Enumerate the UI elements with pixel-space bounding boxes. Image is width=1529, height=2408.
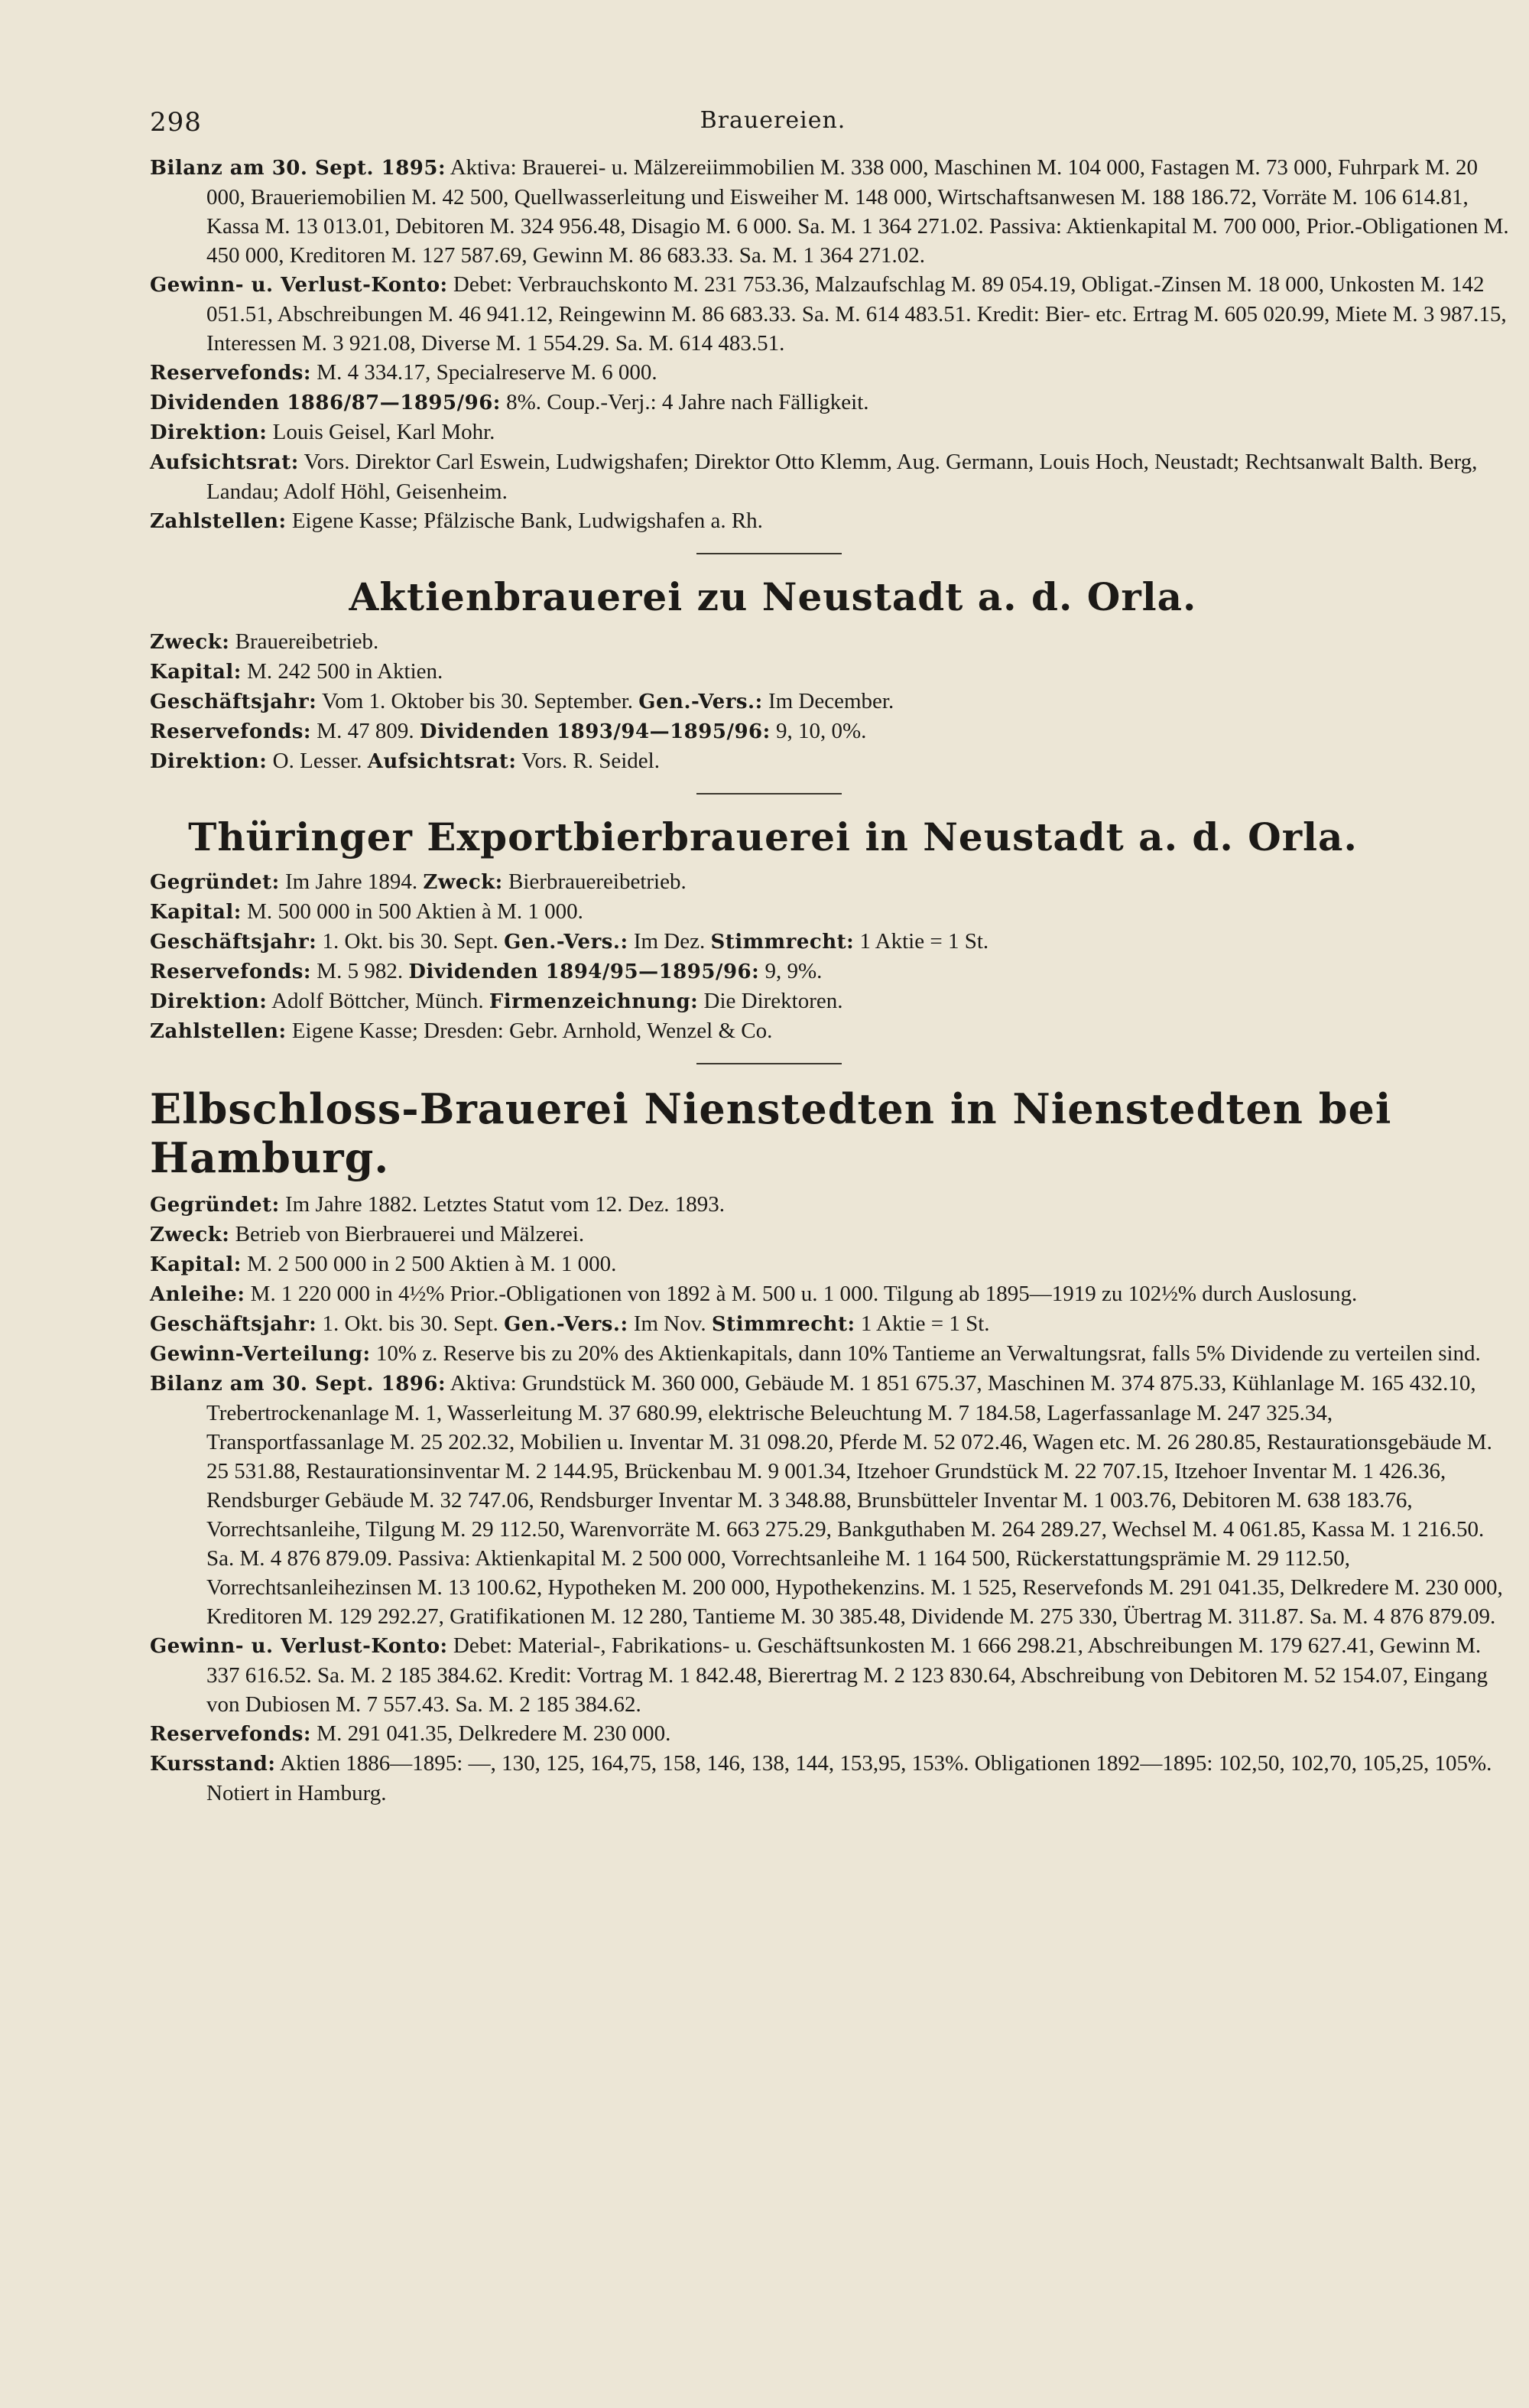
section-divider xyxy=(696,1063,842,1064)
page-number: 298 xyxy=(150,107,202,138)
entry-zweck: Zweck: Brauereibetrieb. xyxy=(150,629,379,654)
section-divider xyxy=(696,793,842,795)
section-title: Aktienbrauerei zu Neustadt a. d. Orla. xyxy=(349,574,1197,619)
entry-reservefonds: Reservefonds: M. 291 041.35, Delkredere M. 230 000. xyxy=(150,1721,671,1746)
entry-gegruendet: Gegründet: Im Jahre 1882. Letztes Statut vom 12. Dez. 1893. xyxy=(150,1192,726,1217)
entry-aufsichtsrat: Aufsichtsrat: Vors. Direktor Carl Eswein, Ludwigshafen; Direktor Otto Klemm, Aug. Germann, Louis Hoch, Neustadt; Rechtsanwalt Balth. Berg, Landau; Adolf Höhl, Geisenheim. xyxy=(150,450,1478,504)
running-title: Brauereien. xyxy=(700,107,846,134)
entry-direktion: Direktion: Louis Geisel, Karl Mohr. xyxy=(150,420,495,444)
entry-dividenden: Dividenden 1886/87—1895/96: 8%. Coup.-Verj.: 4 Jahre nach Fälligkeit. xyxy=(150,390,869,414)
entry-geschaeftsjahr: Geschäftsjahr: 1. Okt. bis 30. Sept. Gen.-Vers.: Im Dez. Stimmrecht: 1 Aktie = 1 St. xyxy=(150,929,989,954)
entry-gegruendet: Gegründet: Im Jahre 1894. Zweck: Bierbrauereibetrieb. xyxy=(150,869,687,894)
entry-geschaeftsjahr: Geschäftsjahr: 1. Okt. bis 30. Sept. Gen.-Vers.: Im Nov. Stimmrecht: 1 Aktie = 1 St. xyxy=(150,1311,990,1336)
entry-gewinn-verlust: Gewinn- u. Verlust-Konto: Debet: Material-, Fabrikations- u. Geschäftsunkosten M. 1 666 298.21, Abschreibungen M. 179 627.41, Gewinn M. 337 616.52. Sa. M. 2 185 384.62. Kredit: Vortrag M. 1 842.48, Bierertrag M. 2 123 830.64, Abschreibung von Debitoren M. 52 154.07, Eingang von Dubiosen M. 7 557.43. Sa. M. 2 185 384.62. xyxy=(150,1633,1488,1717)
entry-gewinn-verlust: Gewinn- u. Verlust-Konto: Debet: Verbrauchskonto M. 231 753.36, Malzaufschlag M. 89 054.19, Obligat.-Zinsen M. 18 000, Unkosten M. 142 051.51, Abschreibungen M. 46 941.12, Reingewinn M. 86 683.33. Sa. M. 614 483.51. Kredit: Bier- etc. Ertrag M. 605 020.99, Miete M. 3 987.15, Interessen M. 3 921.08, Diverse M. 1 554.29. Sa. M. 614 483.51. xyxy=(150,272,1507,356)
entry-direktion: Direktion: O. Lesser. Aufsichtsrat: Vors. R. Seidel. xyxy=(150,749,660,773)
entry-kapital: Kapital: M. 242 500 in Aktien. xyxy=(150,659,443,684)
entry-kapital: Kapital: M. 500 000 in 500 Aktien à M. 1 000. xyxy=(150,899,583,924)
section-divider xyxy=(696,553,842,554)
entry-reservefonds: Reservefonds: M. 47 809. Dividenden 1893/94—1895/96: 9, 10, 0%. xyxy=(150,719,867,743)
entry-reservefonds: Reservefonds: M. 4 334.17, Specialreserve M. 6 000. xyxy=(150,360,657,385)
section-title: Thüringer Exportbierbrauerei in Neustadt a. d. Orla. xyxy=(188,814,1358,860)
section-thueringer-exportbierbrauerei xyxy=(150,814,1511,1046)
entry-reservefonds: Reservefonds: M. 5 982. Dividenden 1894/95—1895/96: 9, 9%. xyxy=(150,959,823,983)
section-elbschloss-brauerei xyxy=(150,1084,1511,1808)
section-continuation xyxy=(150,153,1511,536)
entry-bilanz-1895: Bilanz am 30. Sept. 1895: Aktiva: Brauerei- u. Mälzereiimmobilien M. 338 000, Maschinen M. 104 000, Fastagen M. 73 000, Fuhrpark M. 20 000, Braueriemobilien M. 42 500, Quellwasserleitung und Eisweiher M. 148 000, Wirtschaftsanwesen M. 188 186.72, Vorräte M. 106 614.81, Kassa M. 13 013.01, Debitoren M. 324 956.48, Disagio M. 6 000. Sa. M. 1 364 271.02. Passiva: Aktienkapital M. 700 000, Prior.-Obligationen M. 450 000, Kreditoren M. 127 587.69, Gewinn M. 86 683.33. Sa. M. 1 364 271.02. xyxy=(150,155,1509,268)
entry-direktion: Direktion: Adolf Böttcher, Münch. Firmenzeichnung: Die Direktoren. xyxy=(150,989,843,1013)
entry-kursstand: Kursstand: Aktien 1886—1895: —, 130, 125, 164,75, 158, 146, 138, 144, 153,95, 153%. Obligationen 1892—1895: 102,50, 102,70, 105,25, 105%. Notiert in Hamburg. xyxy=(150,1751,1492,1805)
entry-zahlstellen: Zahlstellen: Eigene Kasse; Pfälzische Bank, Ludwigshafen a. Rh. xyxy=(150,509,763,533)
entry-bilanz-1896: Bilanz am 30. Sept. 1896: Aktiva: Grundstück M. 360 000, Gebäude M. 1 851 675.37, Maschinen M. 374 875.33, Kühlanlage M. 165 432.10, Trebertrockenanlage M. 1, Wasserleitung M. 37 680.99, elektrische Beleuchtung M. 7 184.58, Lagerfassanlage M. 247 325.34, Transportfassanlage M. 25 202.32, Mobilien u. Inventar M. 31 098.20, Pferde M. 52 072.46, Wagen etc. M. 26 280.85, Restaurationsgebäude M. 25 531.88, Restaurationsinventar M. 2 144.95, Brückenbau M. 9 001.34, Itzehoer Grundstück M. 22 707.15, Itzehoer Inventar M. 1 426.36, Rendsburger Gebäude M. 32 747.06, Rendsburger Inventar M. 3 348.88, Brunsbütteler Inventar M. 1 003.76, Debitoren M. 638 183.76, Vorrechtsanleihe, Tilgung M. 29 112.50, Warenvorräte M. 663 275.29, Bankguthaben M. 264 289.27, Wechsel M. 4 061.85, Kassa M. 1 216.50. Sa. M. 4 876 879.09. Passiva: Aktienkapital M. 2 500 000, Vorrechtsanleihe M. 1 164 500, Rückerstattungsprämie M. 29 112.50, Vorrechtsanleihezinsen M. 13 100.62, Hypotheken M. 200 000, Hypothekenzins. M. 1 525, Reservefonds M. 291 041.35, Delkredere M. 230 000, Kreditoren M. 129 292.27, Gratifikationen M. 12 280, Tantieme M. 30 385.48, Dividende M. 275 330, Übertrag M. 311.87. Sa. M. 4 876 879.09. xyxy=(150,1371,1503,1629)
running-header xyxy=(150,107,1511,153)
entry-anleihe: Anleihe: M. 1 220 000 in 4½% Prior.-Obligationen von 1892 à M. 500 u. 1 000. Tilgung ab 1895—1919 zu 102½% durch Auslosung. xyxy=(150,1282,1358,1306)
section-aktienbrauerei-neustadt xyxy=(150,574,1511,776)
entry-kapital: Kapital: M. 2 500 000 in 2 500 Aktien à M. 1 000. xyxy=(150,1252,617,1276)
entry-geschaeftsjahr: Geschäftsjahr: Vom 1. Oktober bis 30. September. Gen.-Vers.: Im December. xyxy=(150,689,894,713)
entry-zweck: Zweck: Betrieb von Bierbrauerei und Mälzerei. xyxy=(150,1222,585,1246)
section-title: Elbschloss-Brauerei Nienstedten in Nienstedten bei Hamburg. xyxy=(150,1084,1392,1182)
entry-zahlstellen: Zahlstellen: Eigene Kasse; Dresden: Gebr. Arnhold, Wenzel & Co. xyxy=(150,1019,773,1043)
entry-gewinn-verteilung: Gewinn-Verteilung: 10% z. Reserve bis zu 20% des Aktienkapitals, dann 10% Tantieme an Verwaltungsrat, falls 5% Dividende zu verteilen sind. xyxy=(150,1341,1481,1366)
